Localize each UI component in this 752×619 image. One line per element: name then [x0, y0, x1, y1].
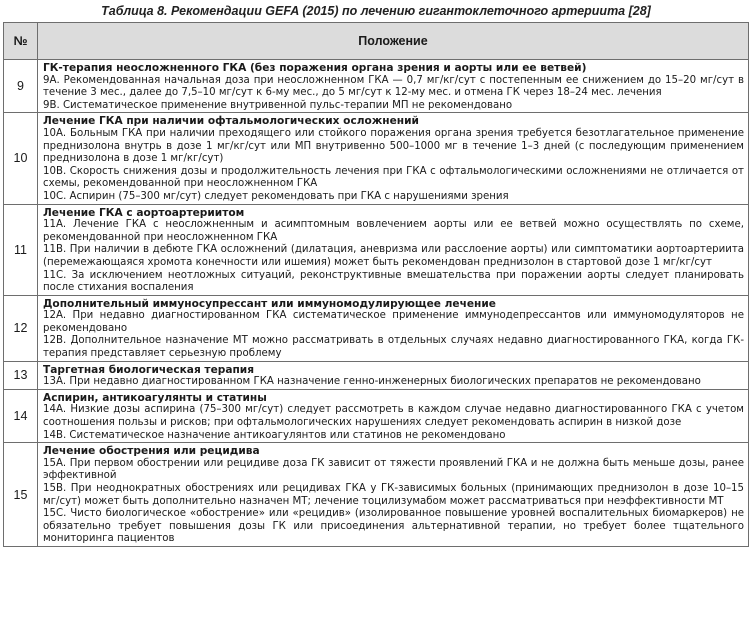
recommendation-item: 11В. При наличии в дебюте ГКА осложнений (дилатация, аневризма или расслоение аорты) или симптоматики аортоартериита (перемежающаяся хромота конечности или ишемия) может быть рекомендован преднизолон в стартовой дозе 1 мг/кг/сут — [43, 244, 744, 268]
header-position: Положение — [38, 23, 749, 60]
row-content — [38, 443, 749, 547]
row-number: 10 — [4, 113, 38, 204]
row-number: 13 — [4, 361, 38, 389]
row-number: 14 — [4, 389, 38, 442]
table-row — [4, 443, 749, 547]
section-title: Лечение ГКА с аортоартериитом — [43, 206, 245, 219]
row-content — [38, 361, 749, 389]
section-title: Дополнительный иммуносупрессант или иммуномодулирующее лечение — [43, 297, 496, 310]
table-header-row — [4, 23, 749, 60]
recommendations-table — [3, 22, 749, 547]
table-row — [4, 295, 749, 361]
recommendation-item: 15В. При неоднократных обострениях или рецидивах ГКА у ГК-зависимых больных (принимающих преднизолон в дозе 10–15 мг/сут) может быть дополнительно назначен МТ; лечение тоцилизумабом может рассматриваться при неэффективности МТ — [43, 483, 744, 507]
table-caption: Таблица 8. Рекомендации GEFA (2015) по лечению гигантоклеточного артериита [28] — [101, 4, 651, 18]
table-row — [4, 113, 749, 204]
recommendation-item: 11А. Лечение ГКА с неосложненным и асимптомным вовлечением аорты или ее ветвей можно осуществлять по схеме, рекомендованной при неосложненном ГКА — [43, 219, 744, 243]
table-row — [4, 361, 749, 389]
recommendation-item: 10В. Скорость снижения дозы и продолжительность лечения при ГКА с офтальмологическими осложнениями не отличается от схемы, рекомендованной при неосложненном ГКА — [43, 165, 744, 190]
row-content — [38, 389, 749, 442]
table-row — [4, 389, 749, 442]
recommendation-item: 11С. За исключением неотложных ситуаций, реконструктивные вмешательства при поражении аорты следует планировать после стихания воспаления — [43, 269, 744, 294]
recommendation-item: 9В. Систематическое применение внутривенной пульс-терапии МП не рекомендовано — [43, 99, 513, 111]
table-row — [4, 60, 749, 113]
header-num: № — [4, 23, 38, 60]
recommendation-item: 15С. Чисто биологическое «обострение» или «рецидив» (изолированное повышение уровней воспалительных биомаркеров) не обязательно требует повышения дозы ГК или присоединения альтернативной терапии, но требует более тщательного мониторинга пациентов — [43, 508, 744, 545]
recommendation-item: 13А. При недавно диагностированном ГКА назначение генно-инженерных биологических препаратов не рекомендовано — [43, 376, 701, 388]
row-content — [38, 60, 749, 113]
row-number: 15 — [4, 443, 38, 547]
section-title: Лечение ГКА при наличии офтальмологических осложнений — [43, 115, 419, 128]
recommendation-item: 15А. При первом обострении или рецидиве доза ГК зависит от тяжести проявлений ГКА и не должна быть меньше дозы, ранее эффективной — [43, 457, 744, 482]
row-content — [38, 113, 749, 204]
recommendation-item: 12В. Дополнительное назначение МТ можно рассматривать в отдельных случаях недавно диагностированного ГКА, когда ГК-терапия представляет серьезную проблему — [43, 335, 744, 360]
recommendation-item: 14В. Систематическое назначение антикоагулянтов или статинов не рекомендовано — [43, 429, 506, 441]
section-title: ГК-терапия неосложненного ГКА (без поражения органа зрения и аорты или ее ветвей) — [43, 62, 587, 74]
section-title: Аспирин, антикоагулянты и статины — [43, 391, 267, 404]
section-title: Таргетная биологическая терапия — [43, 363, 255, 376]
section-title: Лечение обострения или рецидива — [43, 445, 260, 458]
row-number: 12 — [4, 295, 38, 361]
table-row — [4, 204, 749, 295]
row-content — [38, 295, 749, 361]
recommendation-item: 10А. Больным ГКА при наличии преходящего или стойкого поражения органа зрения требуется безотлагательное применение преднизолона внутрь в дозе 1 мг/кг/сут или МП внутривенно 500–1000 мг в течение 1–3 дней (с последующим применением преднизолона в дозе 1 мг/кг/сут) — [43, 127, 744, 165]
row-number: 9 — [4, 60, 38, 113]
recommendation-item: 12А. При недавно диагностированном ГКА систематическое применение иммунодепрессантов или иммуномодуляторов не рекомендовано — [43, 310, 744, 334]
row-number: 11 — [4, 204, 38, 295]
recommendation-item: 10С. Аспирин (75–300 мг/сут) следует рекомендовать при ГКА с нарушениями зрения — [43, 190, 509, 202]
row-content — [38, 204, 749, 295]
recommendation-item: 9А. Рекомендованная начальная доза при неосложненном ГКА — 0,7 мг/кг/сут с постепенным ее снижением до 15–20 мг/сут в течение 3 мес., далее до 7,5–10 мг/сут к 6-му мес., до 5 мг/сут к 12-му мес. и отмена ГК через 18–24 мес. лечения — [43, 74, 744, 99]
recommendation-item: 14А. Низкие дозы аспирина (75–300 мг/сут) следует рассмотреть в каждом случае недавно диагностированного ГКА с учетом соотношения пользы и рисков; при офтальмологических нарушениях следует рекомендовать аспирин в низкой дозе — [43, 404, 744, 429]
